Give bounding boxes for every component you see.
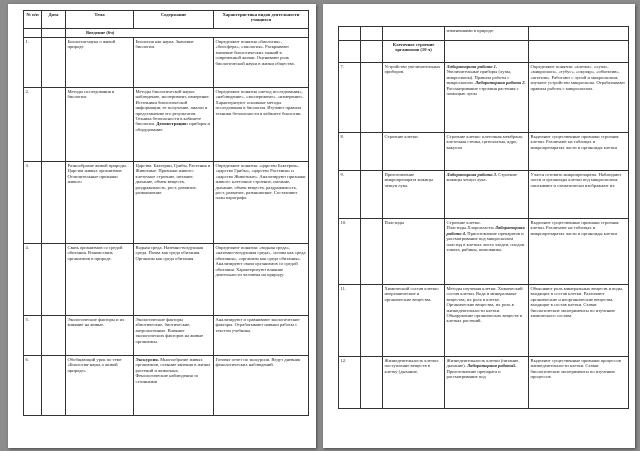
table-row [24, 316, 309, 356]
row-date [361, 219, 383, 285]
table-row [339, 219, 629, 285]
row-date [42, 316, 66, 356]
section-row [24, 29, 309, 38]
lab-work-label: Лабораторная работа 2. [475, 80, 526, 86]
content-text: Методы биологической науки: наблюдение, эксперимент, измерение. Источники биологической информации, ее получение, анализ и представление его результатов. Техника безопасности в кабинете биологии. [135, 89, 210, 127]
table-row [339, 285, 629, 357]
table-row [339, 357, 629, 409]
table-row [339, 63, 629, 133]
lab-work-label: Лабораторная работа5. [467, 363, 517, 369]
row-number: 4. [24, 244, 42, 316]
row-content: Экологические факторы абиотические, биотические, антропогенные. Влияние экологических факторов на живые организмы. [134, 316, 214, 356]
header-date: Дата [42, 11, 66, 29]
row-activity: Определяют понятия «биология», «биосфера», «экология». Раскрывают значение биологических знаний в современной жизни. Оценивают роль биологической науки в жизни общества. [214, 38, 309, 88]
section-title: Введение (6ч) [66, 29, 309, 38]
section-row [339, 41, 629, 63]
row-date [42, 356, 66, 416]
row-number: 2. [24, 88, 42, 162]
table-row [339, 133, 629, 171]
content-bold-label: Демонстрация: [156, 121, 189, 127]
table-row [24, 356, 309, 416]
row-date [42, 38, 66, 88]
header-number: № п/п [24, 11, 42, 29]
continuation-row [339, 27, 629, 41]
row-date [361, 63, 383, 133]
content-text: Рассматривание строения растения с помощью лупы [446, 85, 519, 97]
row-content [445, 171, 529, 219]
row-number: 9. [339, 171, 361, 219]
row-content [134, 356, 214, 416]
table-row [24, 244, 309, 316]
row-activity: Определяют понятия: «водная среда», «наземно-воздушная среда», «почва как среда обитания», «организм как среда обитания». Анализируют связи организмов со средой обитания. Характеризуют влияние деятельности человека на природу. [214, 244, 309, 316]
row-topic: Строение клетки. [383, 133, 445, 171]
row-topic: Разнообразие живой природы. Царства живых организмов. Отличительные признаки живого [66, 162, 134, 244]
header-content: Содержание [134, 11, 214, 29]
table-row [339, 171, 629, 219]
document-page-1 [8, 4, 316, 448]
row-activity: Выделяют существенные признаки строения клетки. Различают на таблицах и микропрепаратах части и органоиды клетки [529, 219, 629, 285]
header-activity: Характеристика видов деятельности учащихся [214, 11, 309, 29]
content-bold-label: Экскурсия. [135, 357, 159, 362]
content-text: Строение кожицы чешуи лука. [446, 172, 518, 183]
table-row [24, 162, 309, 244]
row-content: Строение клетки: клеточная мембрана, клеточная стенка, цитоплазма, ядро, вакуоли [445, 133, 529, 171]
content-text: Приготовление препаратов и рассматривание под микроскопом пластид в клетках листа элодеи, плодов томата, рябины, шиповника. [446, 230, 525, 253]
content-text: Приготовление препарата и рассматривание под [446, 368, 501, 380]
lab-work-label: Лабораторная работа 3. [446, 172, 498, 177]
content-text: Многообразие живых организмов, осенние явления в жизни растений и животных. Фенологические наблюдения за сезонными [135, 357, 210, 384]
row-date [361, 285, 383, 357]
row-activity: Анализируют и сравнивают экологические факторы. Отрабатывают навыки работы с текстом учебника. [214, 316, 309, 356]
row-number: 6. [24, 356, 42, 416]
lab-work-label: Лабораторная работа 4. [446, 225, 525, 236]
row-topic: Пластиды [383, 219, 445, 285]
row-number: 8. [339, 133, 361, 171]
row-topic: Связь организмов со средой обитания. Взаимосвязь организмов в природе. [66, 244, 134, 316]
row-date [42, 244, 66, 316]
row-activity: Учатся готовить микропрепараты. Наблюдают части и органоиды клетки под микроскопом, описывают и схематически изображают их [529, 171, 629, 219]
row-number: 10. [339, 219, 361, 285]
content-text: Увеличительные приборы (лупы, микроскопы). Правила работы с микроскопом. [446, 69, 512, 86]
row-activity: Определяют понятия: «царство Бактерии», «царство Грибы», «царство Растения» и «царство Животные». Анализируют признаки живого: клеточное строение, питание, дыхание, обмен веществ, раздражимость, рост, развитие, размножение. Составляют план параграфа. [214, 162, 309, 244]
row-activity: Готовят отчет по экскурсии. Ведут дневник фенологических наблюдений. [214, 356, 309, 416]
row-number: 7. [339, 63, 361, 133]
header-topic: Тема [66, 11, 134, 29]
row-number: 1. [24, 38, 42, 88]
row-number: 12. [339, 357, 361, 409]
row-number: 5. [24, 316, 42, 356]
table-header-row [24, 11, 309, 29]
row-topic: Химический состав клетки: неорганические и органические вещества. [383, 285, 445, 357]
section-title: Клеточное строение организмов (10 ч) [383, 41, 445, 63]
row-topic: Экологические факторы и их влияние на живые. [66, 316, 134, 356]
curriculum-table-page-1 [23, 10, 309, 416]
row-content: Царства. Бактерии, Грибы, Растения и Животные. Признаки живого: клеточное строение, питание, дыхание, обмен веществ, раздражимость, рост, развитие, размножение. [134, 162, 214, 244]
row-activity: Выделяют существенные признаки строения клетки. Различают на таблицах и микропрепаратах части и органоиды клетки [529, 133, 629, 171]
row-date [42, 88, 66, 162]
content-text: Строение клетки. Пластиды.Хлоропласты [446, 220, 494, 231]
row-number: 11. [339, 285, 361, 357]
row-content [445, 63, 529, 133]
row-date [361, 133, 383, 171]
row-date [361, 171, 383, 219]
continuation-text: изменениями в природе. [445, 27, 529, 41]
row-topic: Обобщающий урок по теме «Биология-наука о живой природе» [66, 356, 134, 416]
row-topic: Жизнедеятельность клетки: поступление веществ в клетку (дыхание, [383, 357, 445, 409]
row-activity: Определяют понятия: «клетка», «лупа», «микроскоп», «тубус», «окуляр», «объектив», «штатив». Работают с лупой и микроскопом, изучают устройство микроскопа. Отрабатывают правила работы с микроскопом. [529, 63, 629, 133]
row-topic: Биология-наука о живой природе [66, 38, 134, 88]
row-content [445, 219, 529, 285]
row-topic: Приготовление микропрепарата кожицы чешуи лука. [383, 171, 445, 219]
table-row [24, 38, 309, 88]
row-content: Водная среда. Наземно-воздушная среда. Почва как среда обитания. Организм как среда обитания [134, 244, 214, 316]
row-content: Биология как наука. Значение биологии. [134, 38, 214, 88]
content-text: Жизнедеятельность клетки (питание, дыхание). [446, 358, 520, 369]
row-activity: Объясняют роль минеральных веществ и воды, входящих в состав клетки. Различают органические и неорганические вещества, входящие в состав клетки. Ставят биологические эксперименты по изучению химического состава [529, 285, 629, 357]
table-row [24, 88, 309, 162]
row-activity: Определяют понятия «метод исследования», «наблюдение», «эксперимент», «измерение». Характеризуют основные методы исследования в биологии. Изучают правила техники безопасности в кабинете биологии. [214, 88, 309, 162]
row-topic: Методы исследования в биологии. [66, 88, 134, 162]
row-date [42, 162, 66, 244]
row-activity: Выделяют существенные признаки процессов жизнедеятельности клетки. Ставят биологические эксперименты по изучению процессов [529, 357, 629, 409]
document-page-2 [323, 4, 635, 448]
row-content: Методы изучения клетки. Химический состав клетки. Вода и минеральные вещества, их роль в клетке. Органические вещества, их роль в жизнедеятельности клетки. Обнаружение органических веществ в клетках растений. [445, 285, 529, 357]
row-content [134, 88, 214, 162]
row-number: 3. [24, 162, 42, 244]
lab-work-label: Лабораторная работа 1. [446, 64, 498, 69]
row-topic: Устройство увеличительных приборов. [383, 63, 445, 133]
curriculum-table-page-2 [338, 26, 629, 409]
row-date [361, 357, 383, 409]
row-content [445, 357, 529, 409]
content-text-after: приборы и оборудование. [135, 121, 211, 132]
